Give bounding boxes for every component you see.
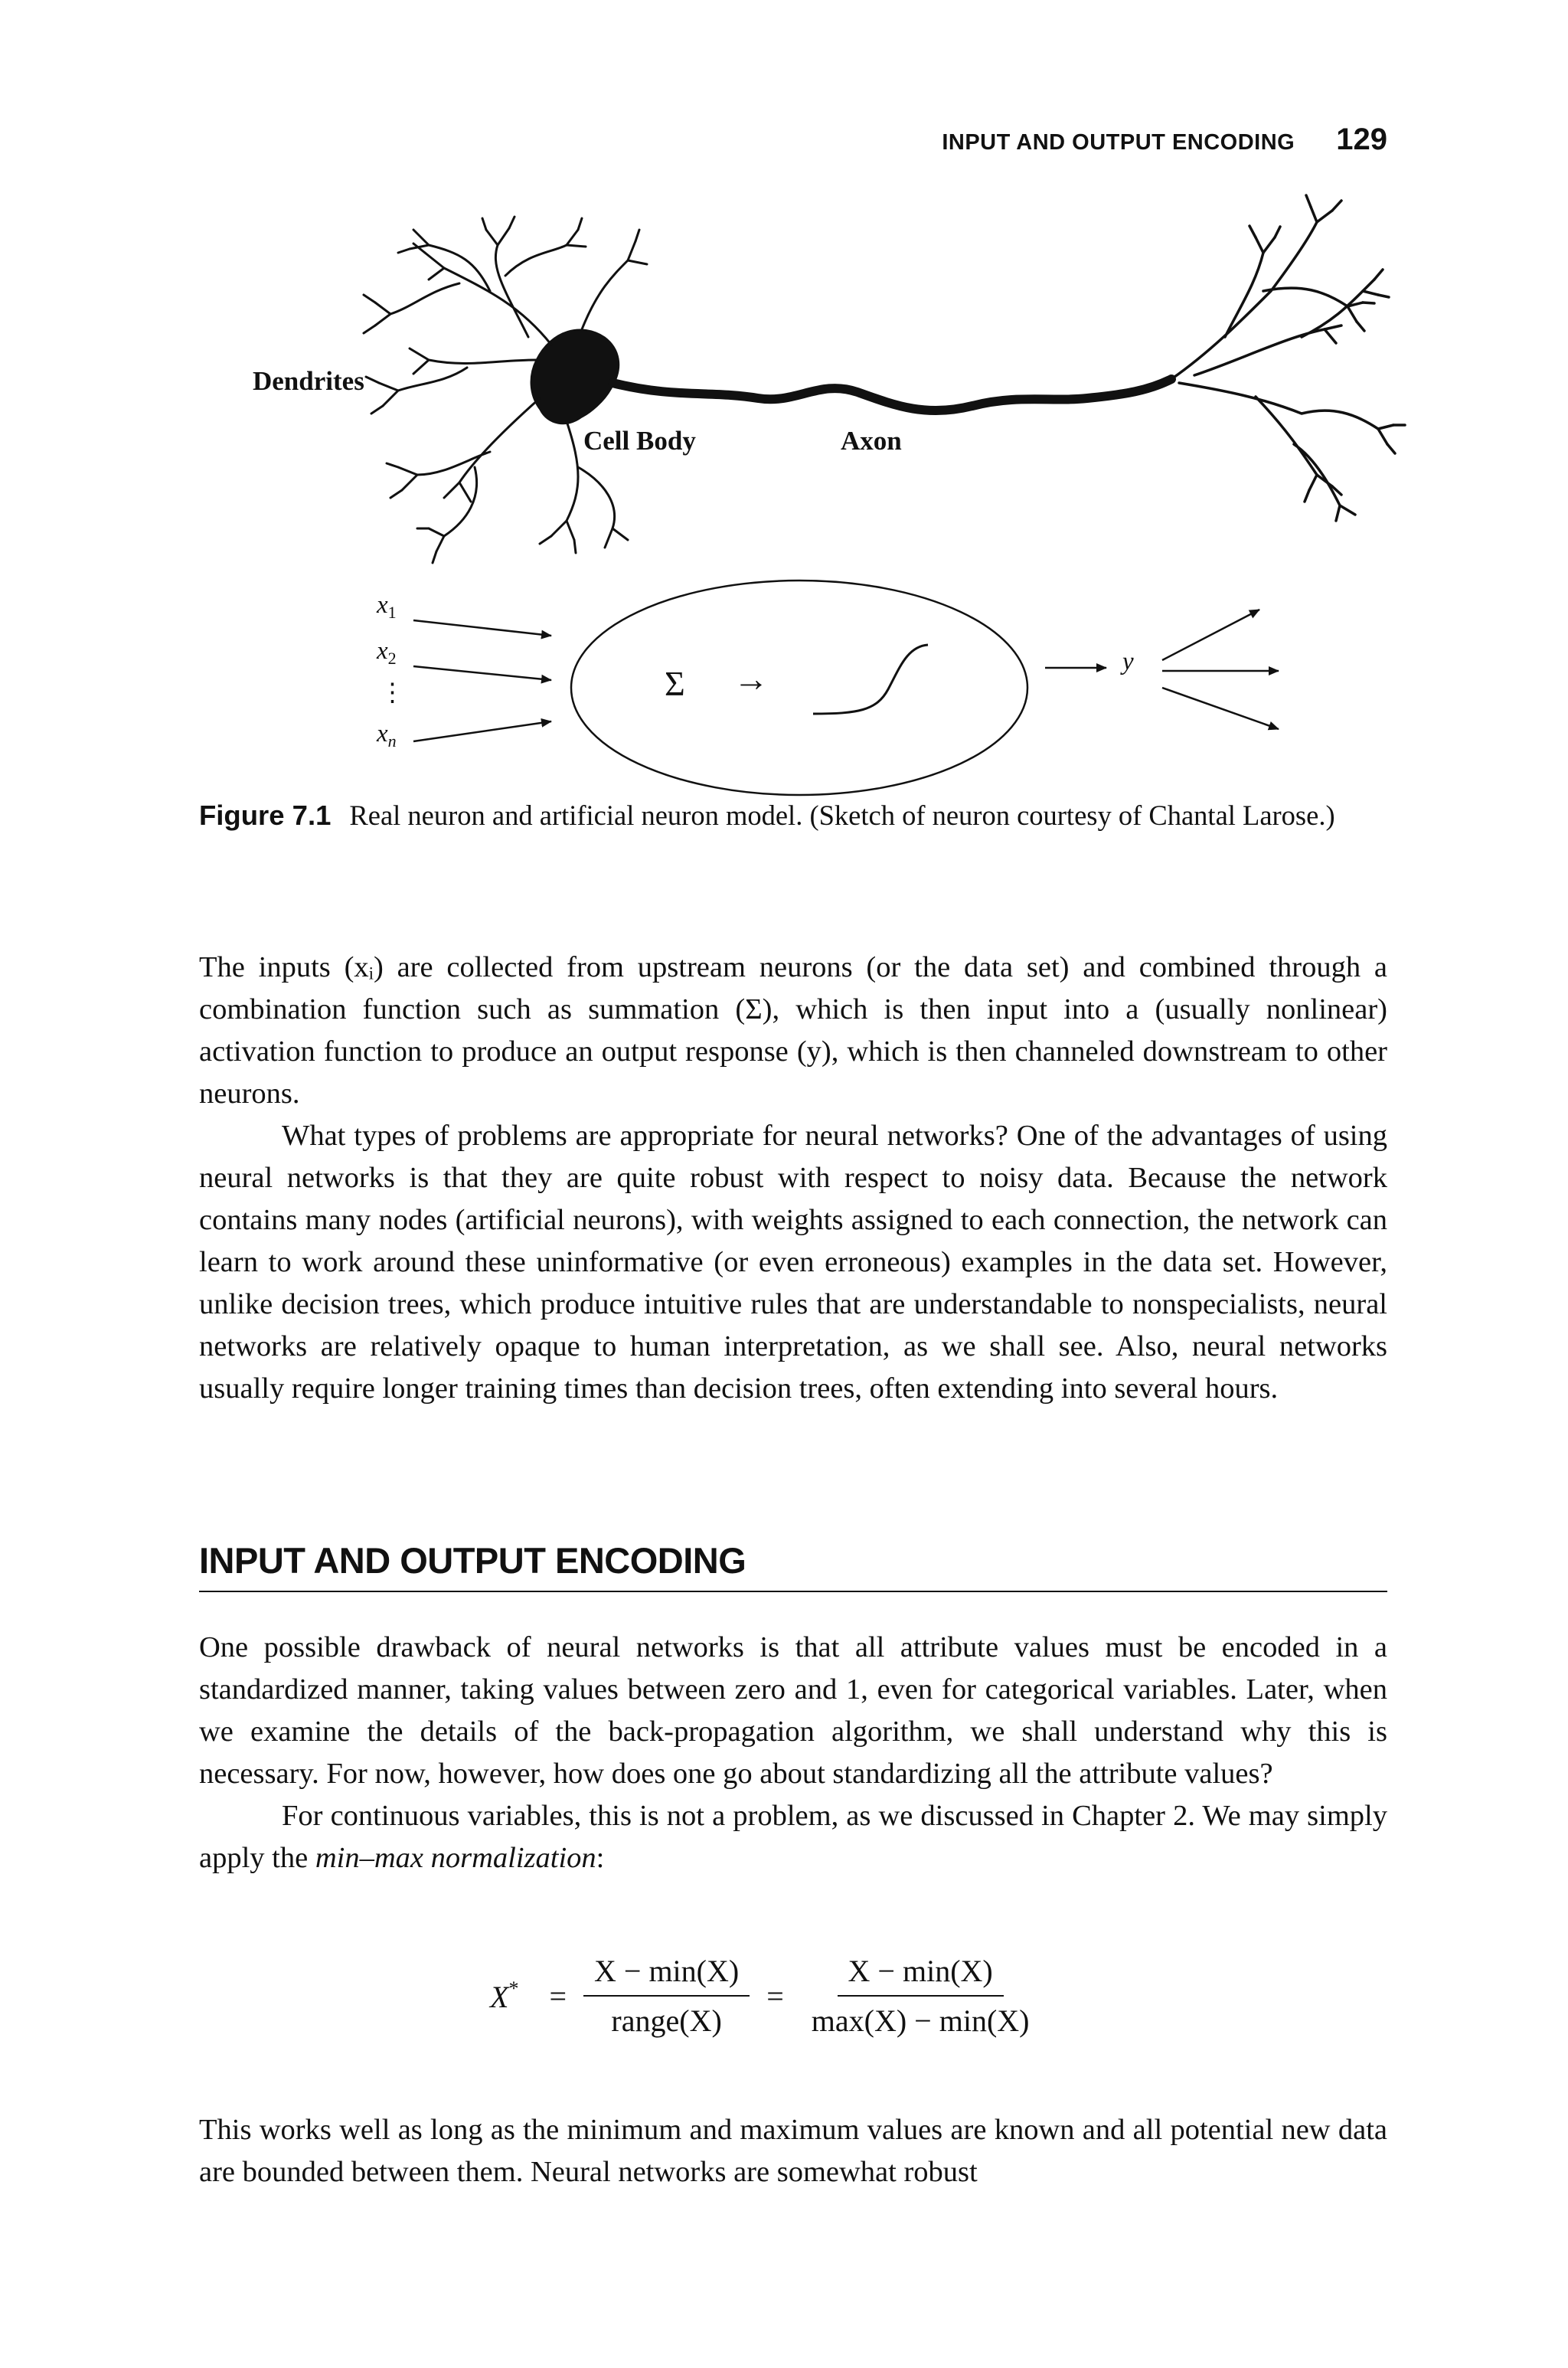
sigmoid-curve: [813, 645, 928, 714]
body-text: [199, 947, 1387, 1410]
neuron-sketch: [364, 195, 1405, 563]
figure-number: Figure 7.1: [199, 800, 332, 831]
fraction-maxmin-denominator: max(X) − min(X): [811, 2003, 1030, 2038]
label-dendrites: Dendrites: [253, 366, 364, 396]
figure-caption: [199, 795, 1387, 836]
section-text-continued: [199, 2109, 1387, 2193]
equals-sign-1: =: [549, 1978, 567, 2013]
input-arrow-n: [413, 721, 551, 741]
running-head: INPUT AND OUTPUT ENCODING: [942, 130, 1295, 155]
min-max-equation: [490, 1953, 1040, 2039]
output-y-label: y: [1122, 648, 1134, 675]
fraction-range-numerator: X − min(X): [583, 1953, 750, 1997]
input-arrow-1: [413, 620, 551, 636]
section-paragraph-3: This works well as long as the minimum and maximum values are known and all potential new data are bounded between them. Neural networks are somewhat robust: [199, 2114, 1387, 2188]
fraction-maxmin-numerator: X − min(X): [838, 1953, 1004, 1997]
artificial-neuron-model: [413, 581, 1279, 795]
function-arrow: →: [733, 659, 769, 698]
neuron-cell-body: [531, 329, 619, 424]
fanout-arrow-top: [1162, 610, 1259, 660]
label-axon: Axon: [841, 426, 902, 456]
fraction-maxmin: [801, 1953, 1040, 2039]
min-max-term: min–max normalization: [315, 1842, 596, 1874]
figure-7-1-drawing: [0, 0, 1568, 796]
input-x2-label: $x_2$: [377, 637, 397, 668]
label-cell-body: Cell Body: [583, 426, 696, 456]
input-xn-label: $x_n$: [377, 720, 397, 751]
equation-lhs: X*: [490, 1977, 519, 2014]
fraction-range: [583, 1953, 750, 2039]
section-text: [199, 1627, 1387, 1879]
neuron-ellipse: [571, 581, 1027, 795]
input-dots-label: ⋮: [380, 679, 405, 707]
paragraph-2: What types of problems are appropriate for neural networks? One of the advantages of using neural networks is that they are quite robust with respect to noisy data. Because the network contains many nodes (artificial neurons), with weights assigned to each connection, the network can learn to work around these uninformative (or even erroneous) examples in the data set. However, unlike decision trees, which produce intuitive rules that are understandable to nonspecialists, neural networks are relatively opaque to human interpretation, as we shall see. Also, neural networks usually require longer training times than decision trees, often extending into several hours.: [199, 1120, 1387, 1405]
neuron-axon-terminals: [1171, 195, 1405, 521]
section-paragraph-1: One possible drawback of neural networks is that all attribute values must be encoded in a standardized manner, taking values between zero and 1, even for categorical variables. Later, when we examine the details of the back-propagation algorithm, we shall understand why this is necessary. For now, however, how does one go about standardizing all the attribute values?: [199, 1631, 1387, 1790]
equals-sign-2: =: [766, 1978, 784, 2013]
caption-text: Real neuron and artificial neuron model. (Sketch of neuron courtesy of Chantal Larose.): [349, 800, 1335, 831]
page-number: 129: [1336, 123, 1387, 156]
input-arrow-2: [413, 666, 551, 680]
fraction-range-denominator: range(X): [611, 2003, 722, 2038]
fanout-arrow-bottom: [1162, 688, 1279, 729]
section-heading: INPUT AND OUTPUT ENCODING: [199, 1539, 1387, 1592]
neuron-axon: [612, 379, 1171, 410]
summation-symbol: Σ: [665, 664, 685, 703]
section-paragraph-2: For continuous variables, this is not a problem, as we discussed in Chapter 2. We may simply apply the min–max normalization:: [199, 1800, 1387, 1874]
paragraph-1: The inputs (xᵢ) are collected from upstream neurons (or the data set) and combined through a combination function such as summation (Σ), which is then input into a (usually nonlinear) activation function to produce an output response (y), which is then channeled downstream to other neurons.: [199, 951, 1387, 1110]
input-x1-label: $x_1$: [377, 591, 397, 622]
